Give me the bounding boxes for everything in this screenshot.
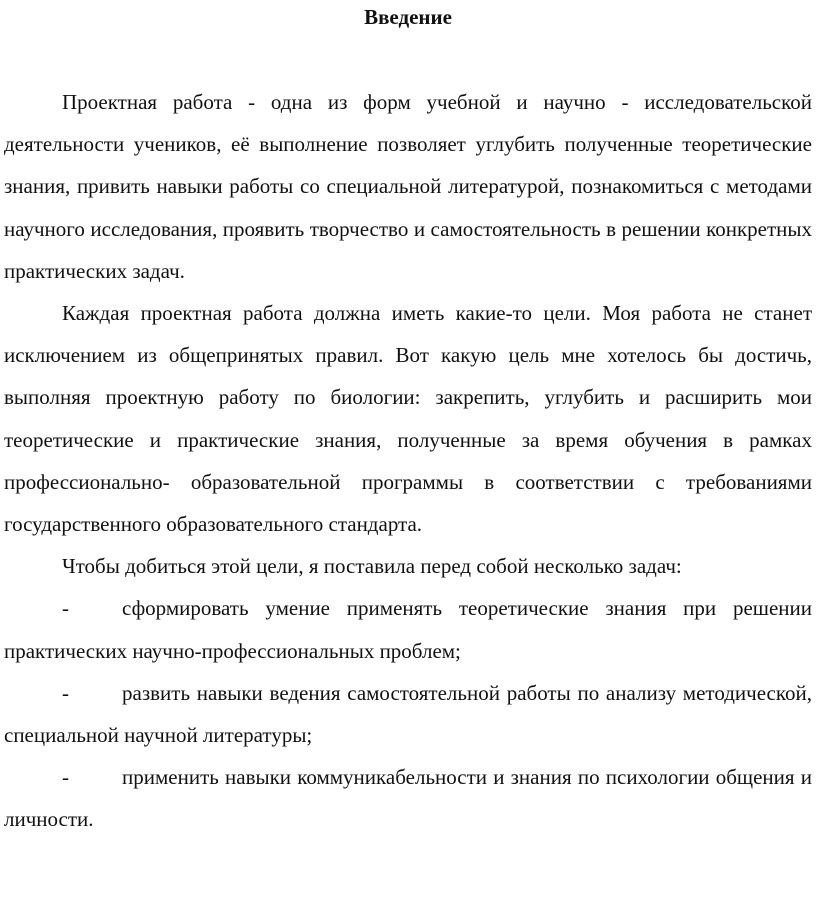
task-text: применить навыки коммуникабельности и знания по психологии общения и личности. bbox=[4, 765, 812, 832]
list-dash: - bbox=[62, 765, 69, 790]
paragraph-tasks-lead: Чтобы добиться этой цели, я поставила перед собой несколько задач: bbox=[62, 554, 682, 579]
task-item-1 bbox=[4, 587, 812, 671]
paragraph-intro: Проектная работа - одна из форм учебной и научно - исследовательской деятельности учеников, её выполнение позволяет углубить полученные теоретические знания, привить навыки работы со специальной литературой, познакомиться с методами научного исследования, проявить творчество и самостоятельность в решении конкретных практических задач. bbox=[4, 90, 812, 283]
task-text: развить навыки ведения самостоятельной работы по анализу методической, специальной научной литературы; bbox=[4, 680, 812, 748]
task-item-3 bbox=[4, 756, 812, 840]
document-title: Введение bbox=[364, 5, 452, 29]
task-text: сформировать умение применять теоретические знания при решении практических научно-профессиональных проблем; bbox=[4, 596, 812, 663]
list-dash: - bbox=[62, 680, 69, 705]
document-body bbox=[4, 81, 812, 841]
task-item-2 bbox=[4, 672, 812, 756]
list-dash: - bbox=[62, 596, 69, 621]
paragraph-goal: Каждая проектная работа должна иметь какие-то цели. Моя работа не станет исключением из общепринятых правил. Вот какую цель мне хотелось бы достичь, выполняя проектную работу по биологии: закрепить, углубить и расширить мои теоретические и практические знания, полученные за время обучения в рамках профессионально- образовательной программы в соответствии с требованиями государственного образовательного стандарта. bbox=[4, 301, 812, 537]
